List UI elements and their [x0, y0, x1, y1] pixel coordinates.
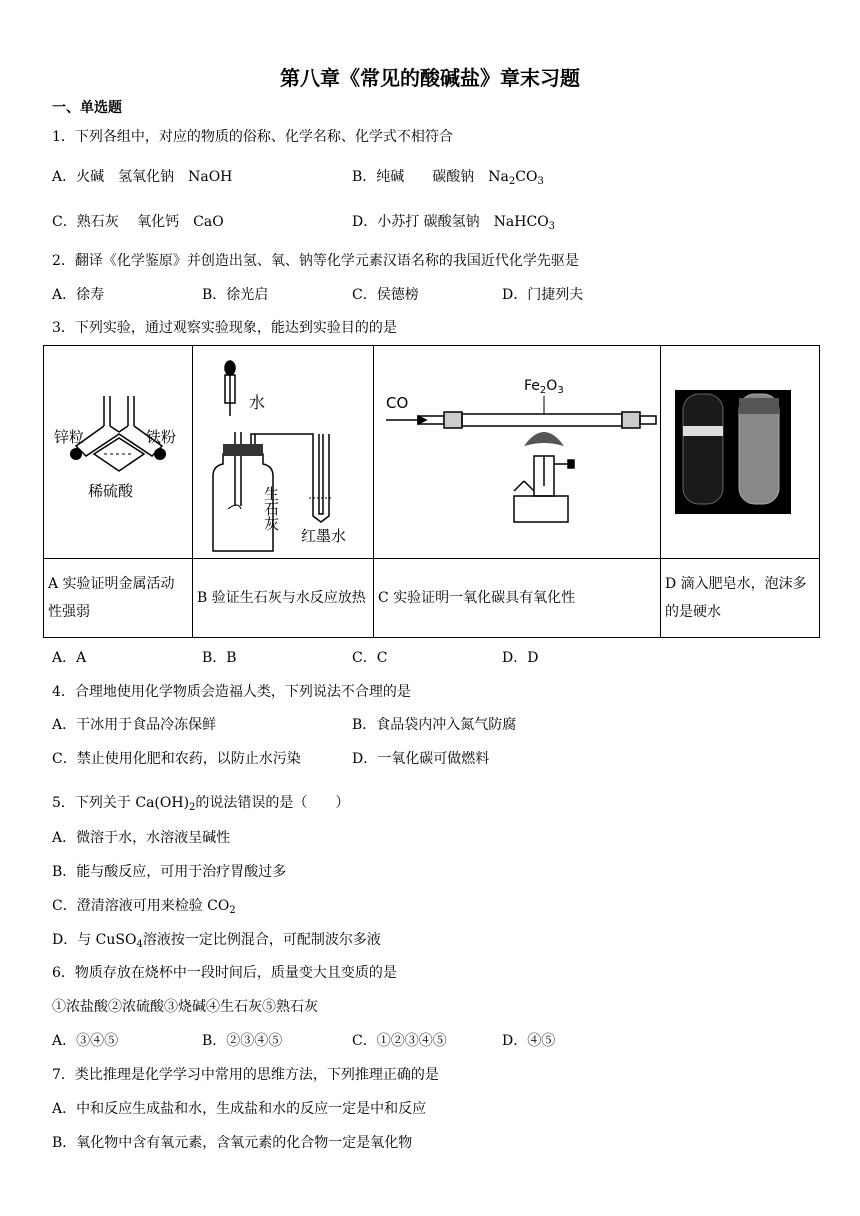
q6-option-b: B．②③④⑤ — [202, 1033, 283, 1049]
q7-option-a: A．中和反应生成盐和水，生成盐和水的反应一定是中和反应 — [52, 1101, 427, 1117]
label-zinc: 锌粒 — [54, 428, 85, 446]
figure-c-tube — [374, 346, 660, 558]
q3-option-a: A．A — [52, 650, 87, 666]
q7-option-b: B．氧化物中含有氧元素，含氧元素的化合物一定是氧化物 — [52, 1135, 413, 1151]
zinc-granule — [70, 448, 82, 460]
iron-powder — [154, 448, 166, 460]
figure-b-cell — [193, 346, 374, 559]
label-acid: 稀硫酸 — [88, 482, 134, 500]
q3-option-d: D．D — [502, 650, 539, 666]
page-title: 第八章《常见的酸碱盐》章末习题 — [280, 66, 580, 90]
q6-option-c: C．①②③④⑤ — [352, 1033, 447, 1049]
q5-option-c: C．澄清溶液可用来检验 $CO_2$ — [52, 898, 236, 916]
q5-option-a: A．微溶于水，水溶液呈碱性 — [52, 830, 231, 846]
q4-option-a: A．干冰用于食品冷冻保鲜 — [52, 717, 217, 733]
caption-d: D 滴入肥皂水，泡沫多的是硬水 — [661, 559, 820, 638]
question-2-stem: 2．翻译《化学鉴原》并创造出氢、氧、钠等化学元素汉语名称的我国近代化学先驱是 — [52, 253, 579, 269]
question-4-stem: 4．合理地使用化学物质会造福人类，下列说法不合理的是 — [52, 684, 411, 700]
label-iron: 铁粉 — [146, 428, 177, 446]
label-quicklime: 生石灰 — [262, 486, 280, 531]
caption-b: B 验证生石灰与水反应放热 — [193, 559, 374, 638]
q2-option-b: B．徐光启 — [202, 287, 269, 303]
question-6-stem: 6．物质存放在烧杯中一段时间后，质量变大且变质的是 — [52, 965, 397, 981]
experiment-table — [43, 345, 820, 638]
figure-a-y-tube — [44, 346, 192, 558]
q1-option-a: A．火碱 氢氧化钠 NaOH — [52, 169, 233, 185]
q5-option-b: B．能与酸反应，可用于治疗胃酸过多 — [52, 864, 287, 880]
question-1-stem: 1．下列各组中，对应的物质的俗称、化学名称、化学式不相符合 — [52, 129, 453, 145]
caption-c: C 实验证明一氧化碳具有氧化性 — [374, 559, 661, 638]
label-red-ink: 红墨水 — [301, 527, 347, 545]
figure-b-flask — [193, 346, 373, 558]
q4-option-b: B．食品袋内冲入氮气防腐 — [352, 717, 517, 733]
q1-option-d: D．小苏打 碳酸氢钠 NaHCO$_3$ — [352, 214, 556, 232]
question-3-stem: 3．下列实验，通过观察实验现象，能达到实验目的的是 — [52, 320, 397, 336]
caption-a: A 实验证明金属活动性强弱 — [44, 559, 193, 638]
q6-option-d: D．④⑤ — [502, 1033, 556, 1049]
question-5-stem: 5．下列关于 $Ca(OH)_2$的说法错误的是（ ） — [52, 795, 350, 813]
q3-option-c: C．C — [352, 650, 388, 666]
section-heading: 一、单选题 — [52, 100, 122, 116]
q2-option-d: D．门捷列夫 — [502, 287, 584, 303]
label-co: CO — [386, 394, 409, 412]
figure-d-cell — [661, 346, 820, 559]
question-7-stem: 7．类比推理是化学学习中常用的思维方法，下列推理正确的是 — [52, 1067, 439, 1083]
flame — [524, 432, 564, 446]
figure-d-test-tubes — [661, 346, 819, 558]
rubber-stopper — [223, 444, 263, 456]
q2-option-c: C．侯德榜 — [352, 287, 419, 303]
label-water: 水 — [249, 393, 266, 412]
figure-a-cell — [44, 346, 193, 559]
q6-option-a: A．③④⑤ — [52, 1033, 119, 1049]
figure-c-cell — [374, 346, 661, 559]
q1-option-c: C．熟石灰 氧化钙 CaO — [52, 214, 224, 230]
q4-option-d: D．一氧化碳可做燃料 — [352, 751, 490, 767]
label-fe2o3: $Fe_2O_3$ — [524, 378, 564, 396]
q6-list: ①浓盐酸②浓硫酸③烧碱④生石灰⑤熟石灰 — [52, 999, 318, 1015]
q3-option-b: B．B — [202, 650, 237, 666]
q5-option-d: D．与 CuSO$_4$溶液按一定比例混合，可配制波尔多液 — [52, 932, 381, 950]
q4-option-c: C．禁止使用化肥和农药，以防止水污染 — [52, 751, 301, 767]
q2-option-a: A．徐寿 — [52, 287, 105, 303]
q1-option-b: B．纯碱 碳酸钠 $Na_2CO_3$ — [352, 169, 544, 187]
